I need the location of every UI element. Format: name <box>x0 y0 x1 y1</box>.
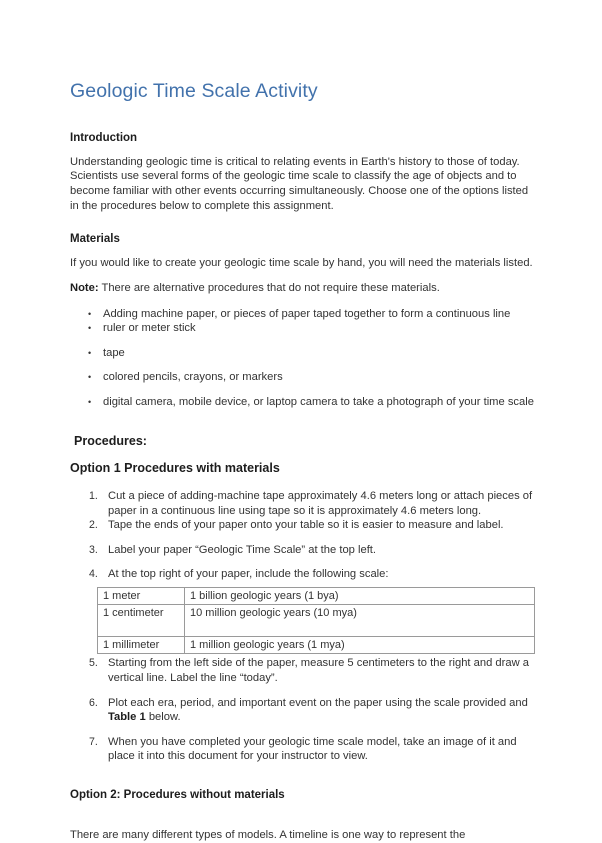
list-item-number: 2. <box>89 519 98 532</box>
section-heading-materials: Materials <box>70 233 120 246</box>
list-item-label-bold: Table 1 <box>108 711 146 724</box>
note-label: Note: <box>70 282 99 295</box>
list-item-label: Adding machine paper, or pieces of paper taped together to form a continuous line <box>103 307 511 320</box>
list-item-number: 1. <box>89 489 98 502</box>
bullet-icon: • <box>88 323 92 334</box>
bullet-icon: • <box>88 308 92 319</box>
bullet-icon: • <box>88 397 92 408</box>
list-item <box>70 696 536 725</box>
table-row <box>98 587 535 604</box>
table-cell-measure: 1 meter <box>98 587 185 604</box>
list-item <box>70 735 536 764</box>
introduction-paragraph: Understanding geologic time is critical to relating events in Earth's history to those of today. Scientists use several forms of the geologic time scale to classify the age of objects and to become familiar with other events occurring simultaneously. Choose one of the options listed in the procedures below to complete this assignment. <box>70 155 529 212</box>
table-row <box>98 637 535 654</box>
table-cell-equivalent: 1 million geologic years (1 mya) <box>185 637 535 654</box>
note-text: There are alternative procedures that do not require these materials. <box>98 282 440 295</box>
list-item <box>70 489 536 518</box>
list-item <box>70 395 536 410</box>
materials-bullet-list <box>70 296 536 410</box>
section-heading-introduction: Introduction <box>70 132 138 145</box>
section-heading-option1: Option 1 Procedures with materials <box>70 461 280 476</box>
bullet-icon: • <box>88 372 92 383</box>
procedure-steps-list <box>70 477 536 582</box>
materials-paragraph: If you would like to create your geologic time scale by hand, you will need the materials listed. <box>70 256 533 269</box>
list-item <box>70 346 536 361</box>
option2-paragraph: There are many different types of models. A timeline is one way to represent the <box>70 829 466 842</box>
list-item-label: When you have completed your geologic time scale model, take an image of it and place it into this document for your instructor to view. <box>108 735 517 763</box>
table-cell-measure: 1 millimeter <box>98 637 185 654</box>
list-item-label: Cut a piece of adding-machine tape approximately 4.6 meters long or attach pieces of paper in a continuous line using tape so it is approximately 4.6 meters long. <box>108 489 533 517</box>
list-item-label: At the top right of your paper, include the following scale: <box>108 568 389 581</box>
list-item-label: colored pencils, crayons, or markers <box>103 371 283 384</box>
section-heading-procedures: Procedures: <box>74 433 147 448</box>
list-item-label: digital camera, mobile device, or laptop camera to take a photograph of your time scale <box>103 396 534 409</box>
scale-table <box>97 587 535 655</box>
bullet-icon: • <box>88 347 92 358</box>
list-item-number: 6. <box>89 696 98 709</box>
table-cell-measure: 1 centimeter <box>98 605 185 637</box>
list-item <box>70 656 536 685</box>
list-item-label: ruler or meter stick <box>103 322 196 335</box>
list-item <box>70 543 536 558</box>
list-item <box>70 307 536 322</box>
page-title: Geologic Time Scale Activity <box>70 80 318 102</box>
table-row <box>98 605 535 637</box>
table-cell-equivalent: 10 million geologic years (10 mya) <box>185 605 535 637</box>
list-item <box>70 321 536 336</box>
table-cell-equivalent: 1 billion geologic years (1 bya) <box>185 587 535 604</box>
list-item-label: Tape the ends of your paper onto your table so it is easier to measure and label. <box>108 519 504 532</box>
list-item-number: 4. <box>89 568 98 581</box>
list-item-label-before: Plot each era, period, and important event on the paper using the scale provided and <box>108 696 528 709</box>
list-item <box>70 567 536 582</box>
list-item <box>70 518 536 533</box>
list-item-label: tape <box>103 346 125 359</box>
list-item-label: Label your paper “Geologic Time Scale” at the top left. <box>108 543 377 556</box>
list-item-number: 3. <box>89 543 98 556</box>
scale-table-wrapper <box>70 582 536 655</box>
list-item-label: Starting from the left side of the paper, measure 5 centimeters to the right and draw a vertical line. Label the line “today”. <box>108 657 529 685</box>
section-heading-option2: Option 2: Procedures without materials <box>70 789 285 802</box>
list-item-number: 5. <box>89 657 98 670</box>
list-item <box>70 370 536 385</box>
list-item-label-after: below. <box>145 711 181 724</box>
materials-note <box>70 270 536 296</box>
procedure-steps-list-continued <box>70 654 536 764</box>
list-item-number: 7. <box>89 735 98 748</box>
